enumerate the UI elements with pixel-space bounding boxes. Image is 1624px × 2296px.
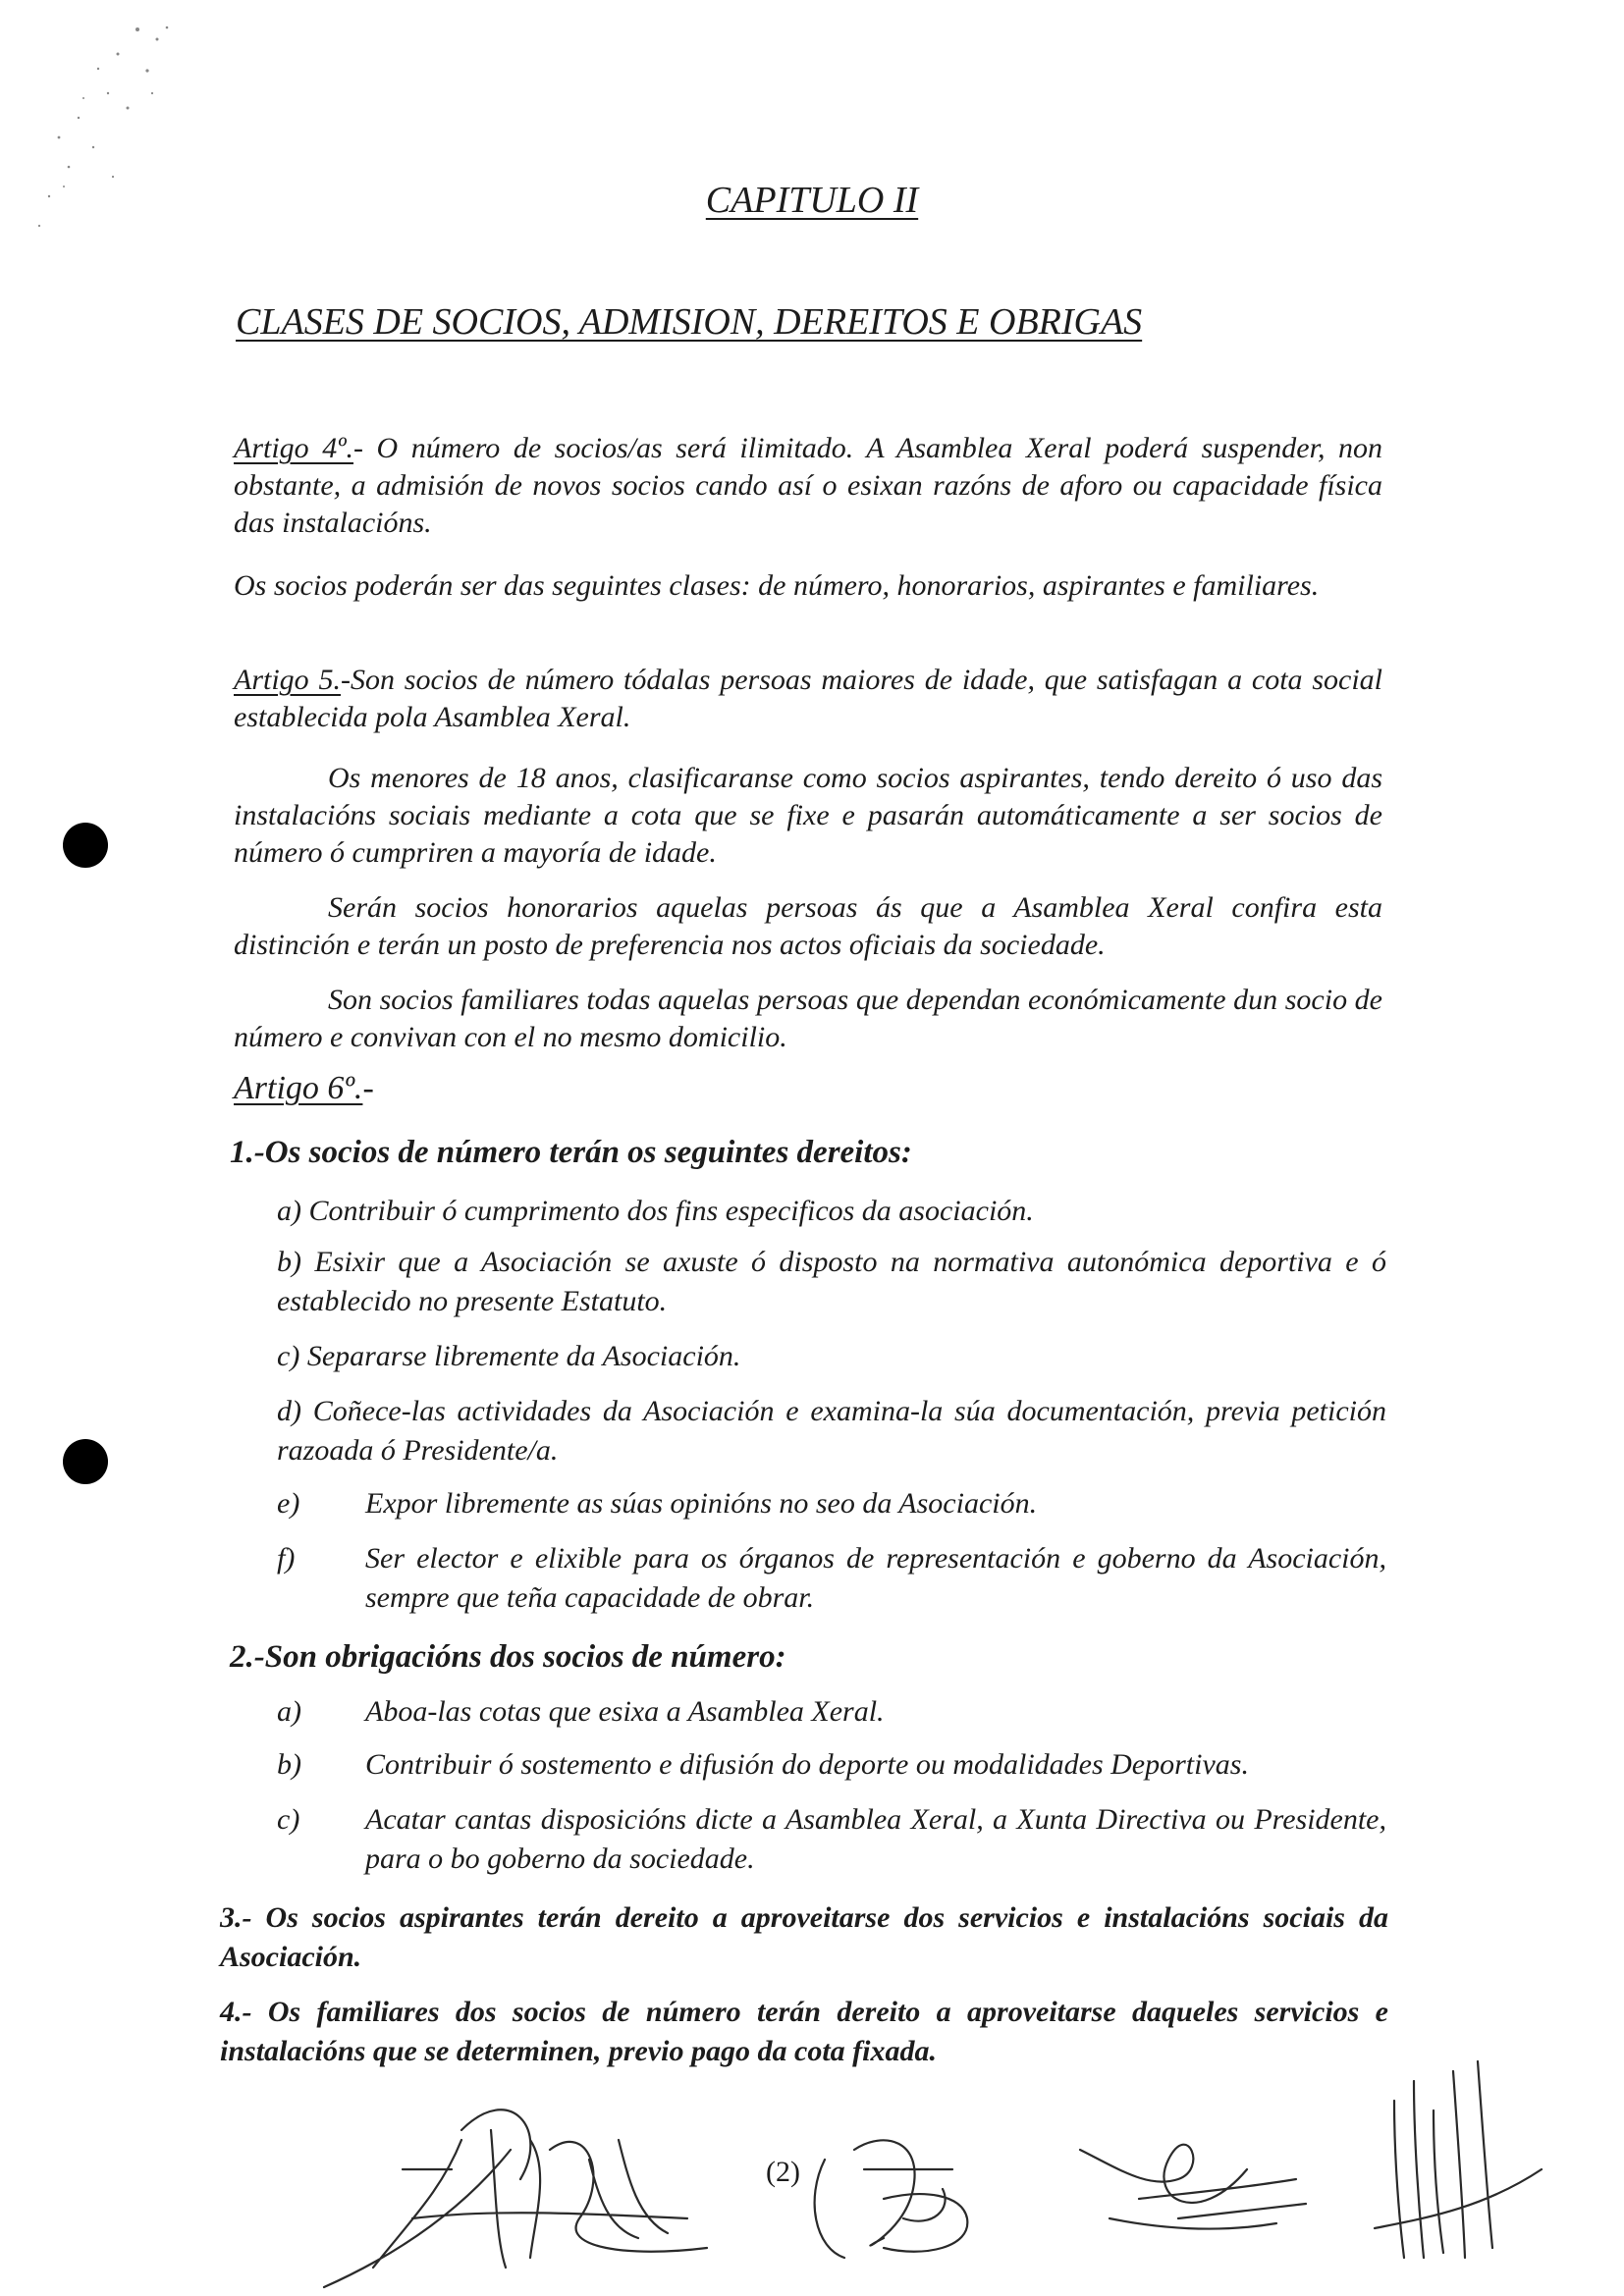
- right-item-e-text: Expor libremente as súas opinións no seo da Asociación.: [365, 1487, 1038, 1520]
- obligation-item-c: [277, 1800, 1386, 1879]
- right-item-f-text: Ser elector e elixible para os órganos de representación e goberno da Asociación, sempre que teña capacidade de obrar.: [365, 1542, 1386, 1614]
- right-item-c-label: c): [277, 1340, 300, 1372]
- punch-hole-upper: [63, 823, 108, 868]
- rights-heading: 1.-Os socios de número terán os seguintes dereitos:: [230, 1135, 912, 1170]
- article-4: [234, 430, 1382, 542]
- right-item-e-label: e): [277, 1487, 300, 1520]
- right-item-a: [277, 1192, 1386, 1231]
- signature-3: [1080, 2145, 1306, 2229]
- right-item-e: [277, 1484, 1386, 1523]
- right-item-b: [277, 1243, 1386, 1321]
- article-5-label: Artigo 5.: [234, 664, 341, 696]
- article-6-label: Artigo 6º.: [234, 1070, 363, 1106]
- signature-1: [324, 2109, 707, 2287]
- article-6-heading: [234, 1070, 374, 1107]
- right-item-d-label: d): [277, 1395, 301, 1427]
- aspirantes-rights: 3.- Os socios aspirantes terán dereito a aproveitarse dos servicios e instalacións sociais da Asociación.: [220, 1901, 1388, 1973]
- right-item-c-text: Separarse libremente da Asociación.: [306, 1340, 741, 1372]
- right-item-f-label: f): [277, 1542, 296, 1575]
- article-5-familiares: Son socios familiares todas aquelas persoas que dependan económicamente dun socio de número e convivan con el no mesmo domicilio.: [234, 984, 1382, 1053]
- chapter-title: CAPITULO II: [705, 180, 919, 221]
- signatures: [0, 2022, 1624, 2296]
- obligation-item-a-text: Aboa-las cotas que esixa a Asamblea Xeral.: [365, 1695, 885, 1728]
- obligation-item-b: [277, 1745, 1386, 1785]
- article-5-text: -Son socios de número tódalas persoas maiores de idade, que satisfagan a cota social establecida pola Asamblea Xeral.: [234, 664, 1383, 733]
- obligation-item-b-label: b): [277, 1748, 301, 1781]
- punch-hole-lower: [63, 1439, 108, 1484]
- article-4-classes: Os socios poderán ser das seguintes clases: de número, honorarios, aspirantes e familiares.: [234, 569, 1320, 602]
- article-5: [234, 662, 1382, 736]
- page-number: (2): [766, 2156, 800, 2188]
- right-item-a-text: Contribuir ó cumprimento dos fins especificos da asociación.: [308, 1195, 1034, 1227]
- signature-2: [815, 2140, 968, 2258]
- article-4-text: - O número de socios/as será ilimitado. A Asamblea Xeral poderá suspender, non obstante, a admisión de novos socios cando así o esixan razóns de aforo ou capacidade física das instalacións.: [234, 432, 1382, 539]
- article-5-honorarios: Serán socios honorarios aquelas persoas ás que a Asamblea Xeral confira esta distinción e terán un posto de preferencia nos actos oficiais da sociedade.: [234, 891, 1382, 961]
- signature-4: [1375, 2061, 1542, 2258]
- obligation-item-a: [277, 1692, 1386, 1732]
- right-item-c: [277, 1337, 1386, 1376]
- obligations-heading: 2.-Son obrigacións dos socios de número:: [230, 1639, 786, 1675]
- obligation-item-c-label: c): [277, 1803, 300, 1836]
- article-6-dash: -: [362, 1070, 374, 1106]
- right-item-d-text: Coñece-las actividades da Asociación e examina-la súa documentación, previa petición razoada ó Presidente/a.: [277, 1395, 1387, 1467]
- familiares-rights: 4.- Os familiares dos socios de número terán dereito a aproveitarse daqueles servicios e instalacións que se determinen, previo pago da cota fixada.: [220, 1996, 1388, 2067]
- obligation-item-c-text: Acatar cantas disposicións dicte a Asamblea Xeral, a Xunta Directiva ou Presidente, para o bo goberno da sociedade.: [365, 1803, 1386, 1875]
- article-4-label: Artigo 4º.: [234, 432, 354, 464]
- right-item-b-label: b): [277, 1246, 301, 1278]
- right-item-b-text: Esixir que a Asociación se axuste ó disposto na normativa autonómica deportiva e ó establecido no presente Estatuto.: [277, 1246, 1387, 1317]
- article-5-aspirantes: Os menores de 18 anos, clasificaranse como socios aspirantes, tendo dereito ó uso das instalacións sociais mediante a cota que se fixe e pasarán automáticamente a ser socios de número ó cumpriren a mayoría de idade.: [234, 762, 1382, 869]
- obligation-item-a-label: a): [277, 1695, 301, 1728]
- section-title: CLASES DE SOCIOS, ADMISION, DEREITOS E OBRIGAS: [236, 301, 1143, 343]
- right-item-a-label: a): [277, 1195, 301, 1227]
- right-item-f: [277, 1539, 1386, 1618]
- right-item-d: [277, 1392, 1386, 1470]
- obligation-item-b-text: Contribuir ó sostemento e difusión do deporte ou modalidades Deportivas.: [365, 1748, 1249, 1781]
